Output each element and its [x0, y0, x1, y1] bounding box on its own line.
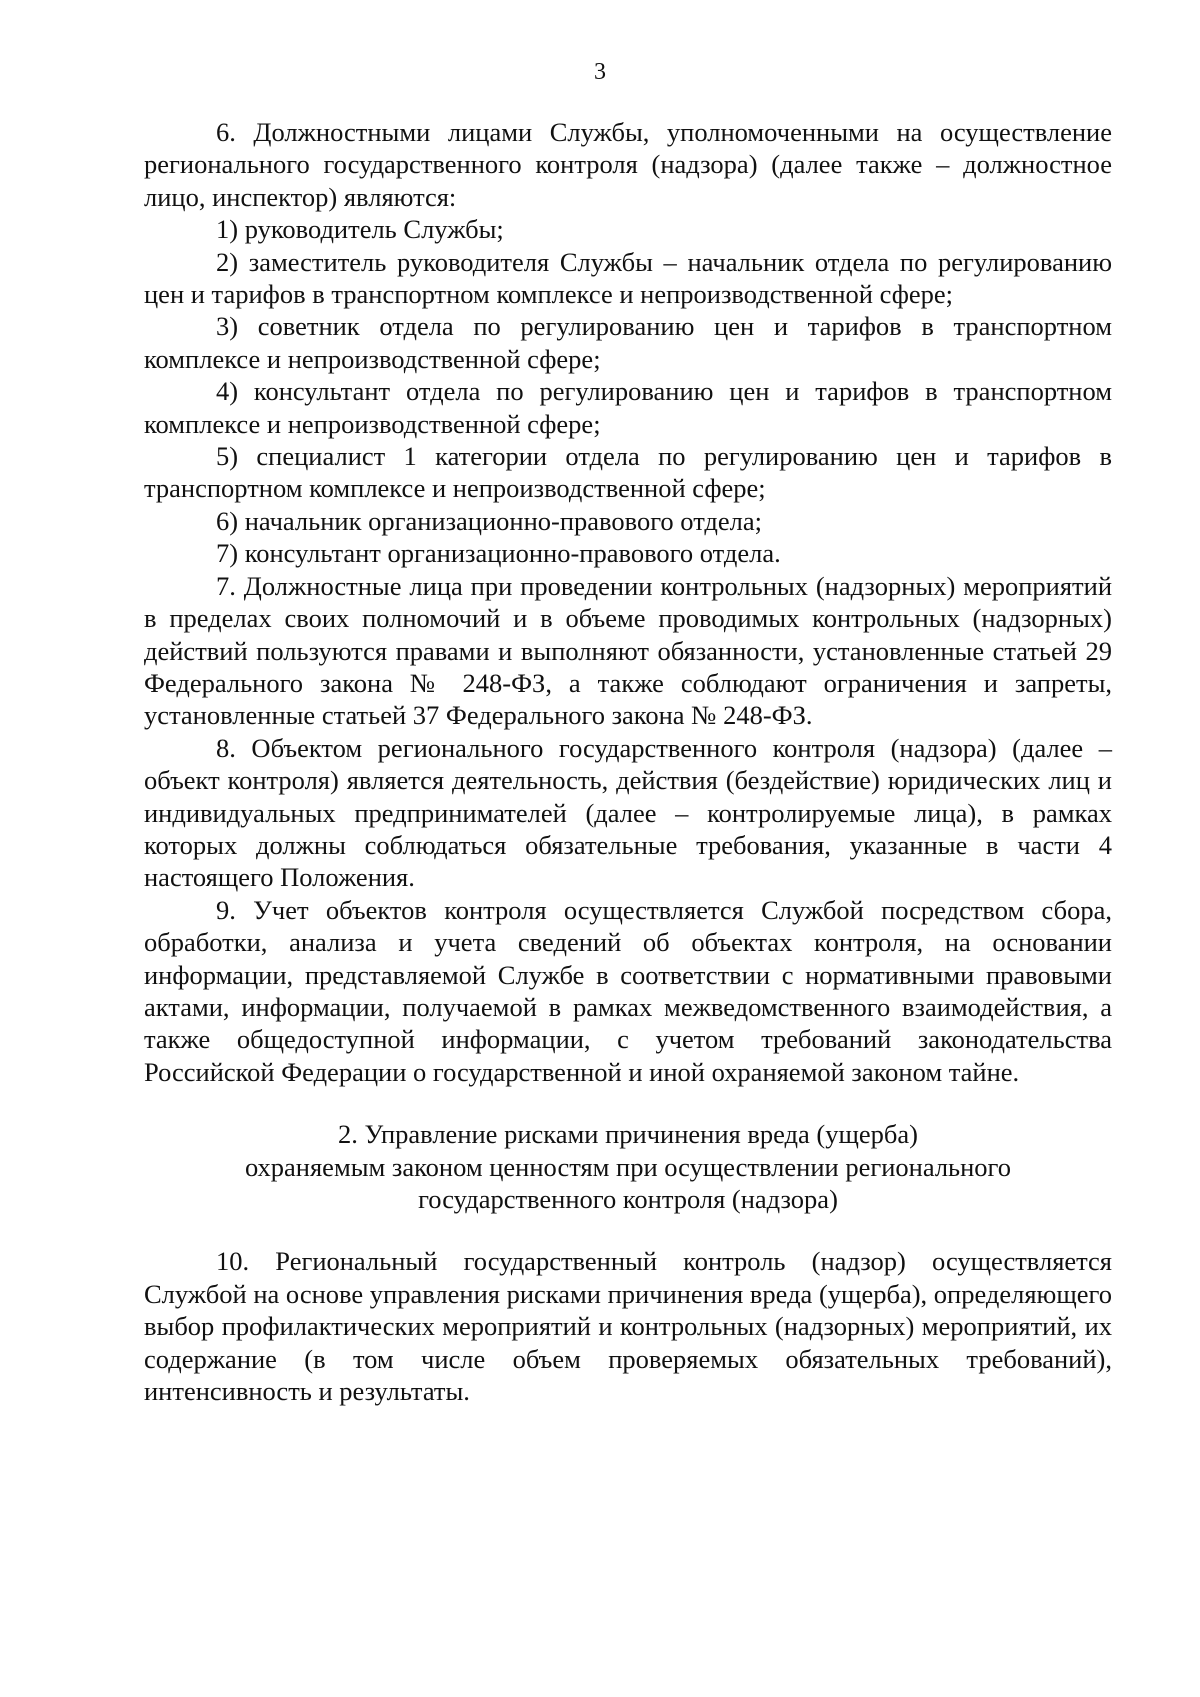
paragraph-8: 8. Объектом регионального государственного контроля (надзора) (далее – объект контроля) является деятельность, действия (бездействие) юридических лиц и индивидуальных предпринимателей (далее – контролируемые лица), в рамках которых должны соблюдаться обязательные требования, указанные в части 4 настоящего Положения. — [144, 732, 1112, 893]
list-item-1: 1) руководитель Службы; — [216, 214, 504, 245]
list-item-6: 6) начальник организационно-правового отдела; — [216, 505, 763, 536]
list-item-5: 5) специалист 1 категории отдела по регулированию цен и тарифов в транспортном комплексе и непроизводственной сфере; — [144, 441, 1112, 504]
document-body — [144, 116, 1112, 1407]
list-item-3: 3) советник отдела по регулированию цен и тарифов в транспортном комплексе и непроизводственной сфере; — [144, 311, 1112, 374]
page-number: 3 — [594, 59, 606, 85]
list-item-2: 2) заместитель руководителя Службы – начальник отдела по регулированию цен и тарифов в транспортном комплексе и непроизводственной сфере; — [144, 246, 1112, 310]
section-heading-line: 2. Управление рисками причинения вреда (ущерба) — [338, 1119, 918, 1150]
paragraph-7: 7. Должностные лица при проведении контрольных (надзорных) мероприятий в пределах своих полномочий и в объеме проводимых контрольных (надзорных) действий пользуются правами и выполняют обязанности, установленные статьей 29 Федерального закона № 248-ФЗ, а также соблюдают ограничения и запреты, установленные статьей 37 Федерального закона № 248-ФЗ. — [144, 570, 1112, 731]
list-item-7: 7) консультант организационно-правового отдела. — [216, 538, 781, 569]
paragraph-10: 10. Региональный государственный контроль (надзор) осуществляется Службой на основе управления рисками причинения вреда (ущерба), определяющего выбор профилактических мероприятий и контрольных (надзорных) мероприятий, их содержание (в том числе объем проверяемых обязательных требований), интенсивность и результаты. — [144, 1246, 1112, 1407]
list-item-4: 4) консультант отдела по регулированию цен и тарифов в транспортном комплексе и непроизводственной сфере; — [144, 376, 1112, 439]
section-heading-line: государственного контроля (надзора) — [418, 1184, 838, 1214]
paragraph-6: 6. Должностными лицами Службы, уполномоченными на осуществление регионального государственного контроля (надзора) (далее также – должностное лицо, инспектор) являются: — [144, 117, 1112, 212]
paragraph-9: 9. Учет объектов контроля осуществляется Службой посредством сбора, обработки, анализа и учета сведений об объектах контроля, на основании информации, представляемой Службе в соответствии с нормативными правовыми актами, информации, получаемой в рамках межведомственного взаимодействия, а также общедоступной информации, с учетом требований законодательства Российской Федерации о государственной и иной охраняемой законом тайне. — [144, 894, 1112, 1087]
section-heading-line: охраняемым законом ценностям при осуществлении регионального — [244, 1151, 1012, 1182]
section-heading — [144, 1118, 1112, 1215]
